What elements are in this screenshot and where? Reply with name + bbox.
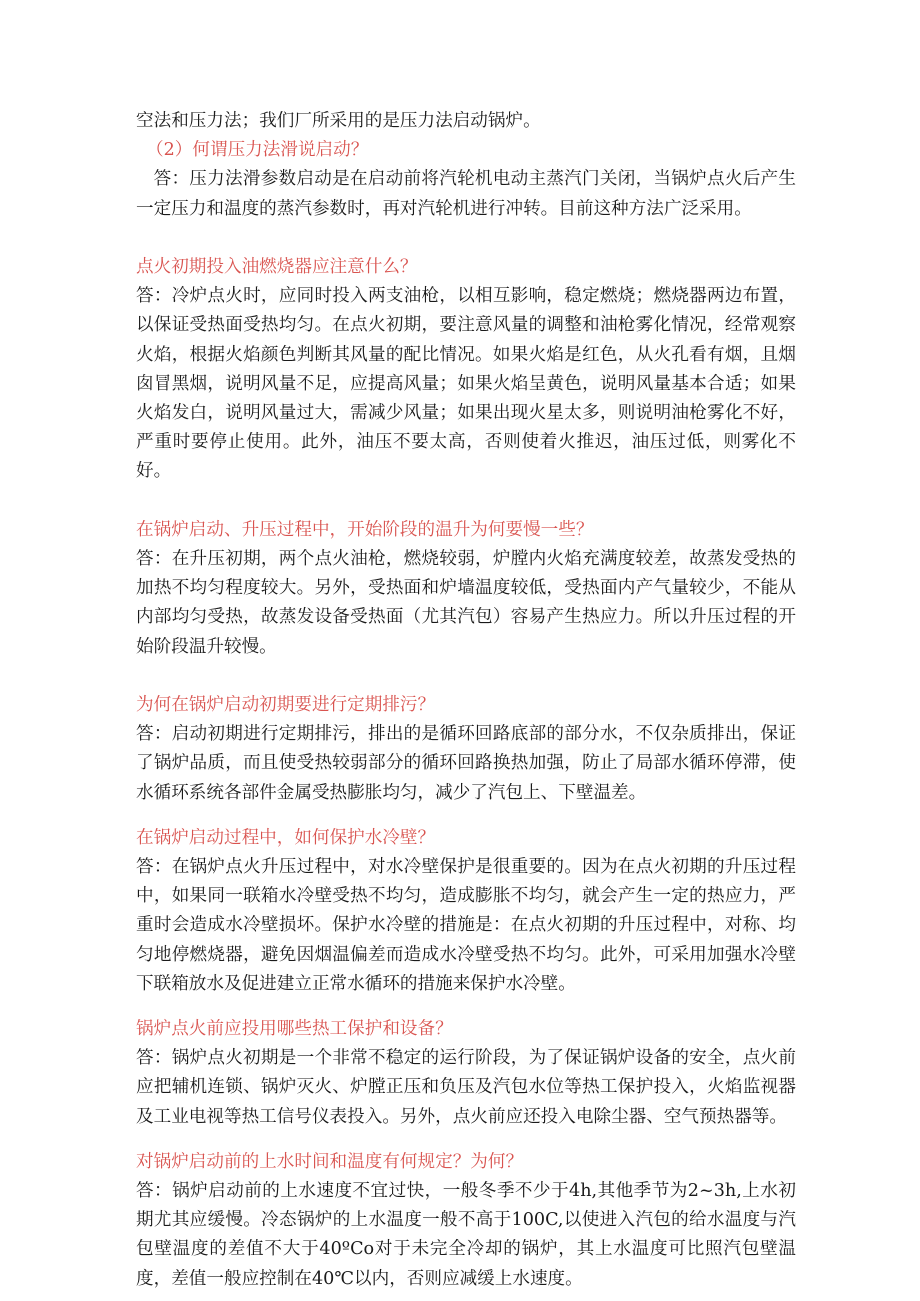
answer-paragraph: 答：锅炉启动前的上水速度不宜过快，一般冬季不少于4h,其他季节为2~3h,上水初期尤其应缓慢。冷态锅炉的上水温度一般不高于100C,以使进入汽包的给水温度与汽包壁温度的差值不大于40ºCo对于未完全冷却的锅炉，其上水温度可比照汽包壁温度，差值一般应控制在40℃以内，否则应减缓上水速度。 (136, 1181, 796, 1289)
question-heading: 对锅炉启动前的上水时间和温度有何规定？为何？ (136, 1151, 524, 1172)
answer-paragraph: 答：启动初期进行定期排污，排出的是循环回路底部的部分水，不仅杂质排出，保证了锅炉品质，而且使受热较弱部分的循环回路换热加强，防止了局部水循环停滞，使水循环系统各部件金属受热膨胀均匀，减少了汽包上、下壁温差。 (136, 724, 796, 803)
intro-line: 空法和压力法；我们厂所采用的是压力法启动锅炉。 (136, 111, 541, 131)
section-gap (136, 1132, 796, 1148)
question-heading: 在锅炉启动过程中，如何保护水冷壁？ (136, 827, 436, 848)
question-heading: 锅炉点火前应投用哪些热工保护和设备？ (136, 1019, 453, 1040)
sub-question-heading: （2）何谓压力法滑说启动？ (146, 140, 369, 161)
answer-paragraph: 答：锅炉点火初期是一个非常不稳定的运行阶段，为了保证锅炉设备的安全，点火前应把辅机连锁、锅炉灭火、炉膛正压和负压及汽包水位等热工保护投入，火焰监视器及工业电视等热工信号仪表投入。另外，点火前应还投入电除尘器、空气预热器等。 (136, 1048, 796, 1127)
document-page (136, 107, 796, 1294)
section-gap (136, 487, 796, 516)
section-gap (136, 808, 796, 824)
sub-question-answer: 答：压力法滑参数启动是在启动前将汽轮机电动主蒸汽门关闭，当锅炉点火后产生一定压力和温度的蒸汽参数时，再对汽轮机进行冲转。目前这种方法广泛采用。 (136, 169, 796, 219)
answer-paragraph: 答：在升压初期，两个点火油枪，燃烧较弱，炉膛内火焰充满度较差，故蒸发受热的加热不均匀程度较大。另外，受热面和炉墙温度较低，受热面内产气量较少，不能从内部均匀受热，故蒸发设备受热面（尤其汽包）容易产生热应力。所以升压过程的开始阶段温升较慢。 (136, 549, 796, 657)
section-gap (136, 662, 796, 691)
question-heading: 在锅炉启动、升压过程中，开始阶段的温升为何要慢一些？ (136, 519, 594, 540)
answer-paragraph: 答：冷炉点火时，应同时投入两支油枪，以相互影响，稳定燃烧；燃烧器两边布置，以保证受热面受热均匀。在点火初期，要注意风量的调整和油枪雾化情况，经常观察火焰，根据火焰颜色判断其风量的配比情况。如果火焰是红色，从火孔看有烟，且烟囱冒黑烟，说明风量不足，应提高风量；如果火焰呈黄色，说明风量基本合适；如果火焰发白，说明风量过大，需减少风量；如果出现火星太多，则说明油枪雾化不好，严重时要停止使用。此外，油压不要太高，否则使着火推迟，油压过低，则雾化不好。 (136, 286, 796, 482)
question-heading: 为何在锅炉启动初期要进行定期排污？ (136, 695, 436, 716)
question-heading: 点火初期投入油燃烧器应注意什么？ (136, 257, 418, 277)
answer-paragraph: 答：在锅炉点火升压过程中，对水冷壁保护是很重要的。因为在点火初期的升压过程中，如果同一联箱水冷壁受热不均匀，造成膨胀不均匀，就会产生一定的热应力，严重时会造成水冷壁损坏。保护水冷壁的措施是：在点火初期的升压过程中，对称、均匀地停燃烧器，避免因烟温偏差而造成水冷壁受热不均匀。此外，可采用加强水冷壁下联箱放水及促进建立正常水循环的措施来保护水冷壁。 (136, 857, 796, 994)
section-gap (136, 999, 796, 1015)
section-gap (136, 224, 796, 253)
